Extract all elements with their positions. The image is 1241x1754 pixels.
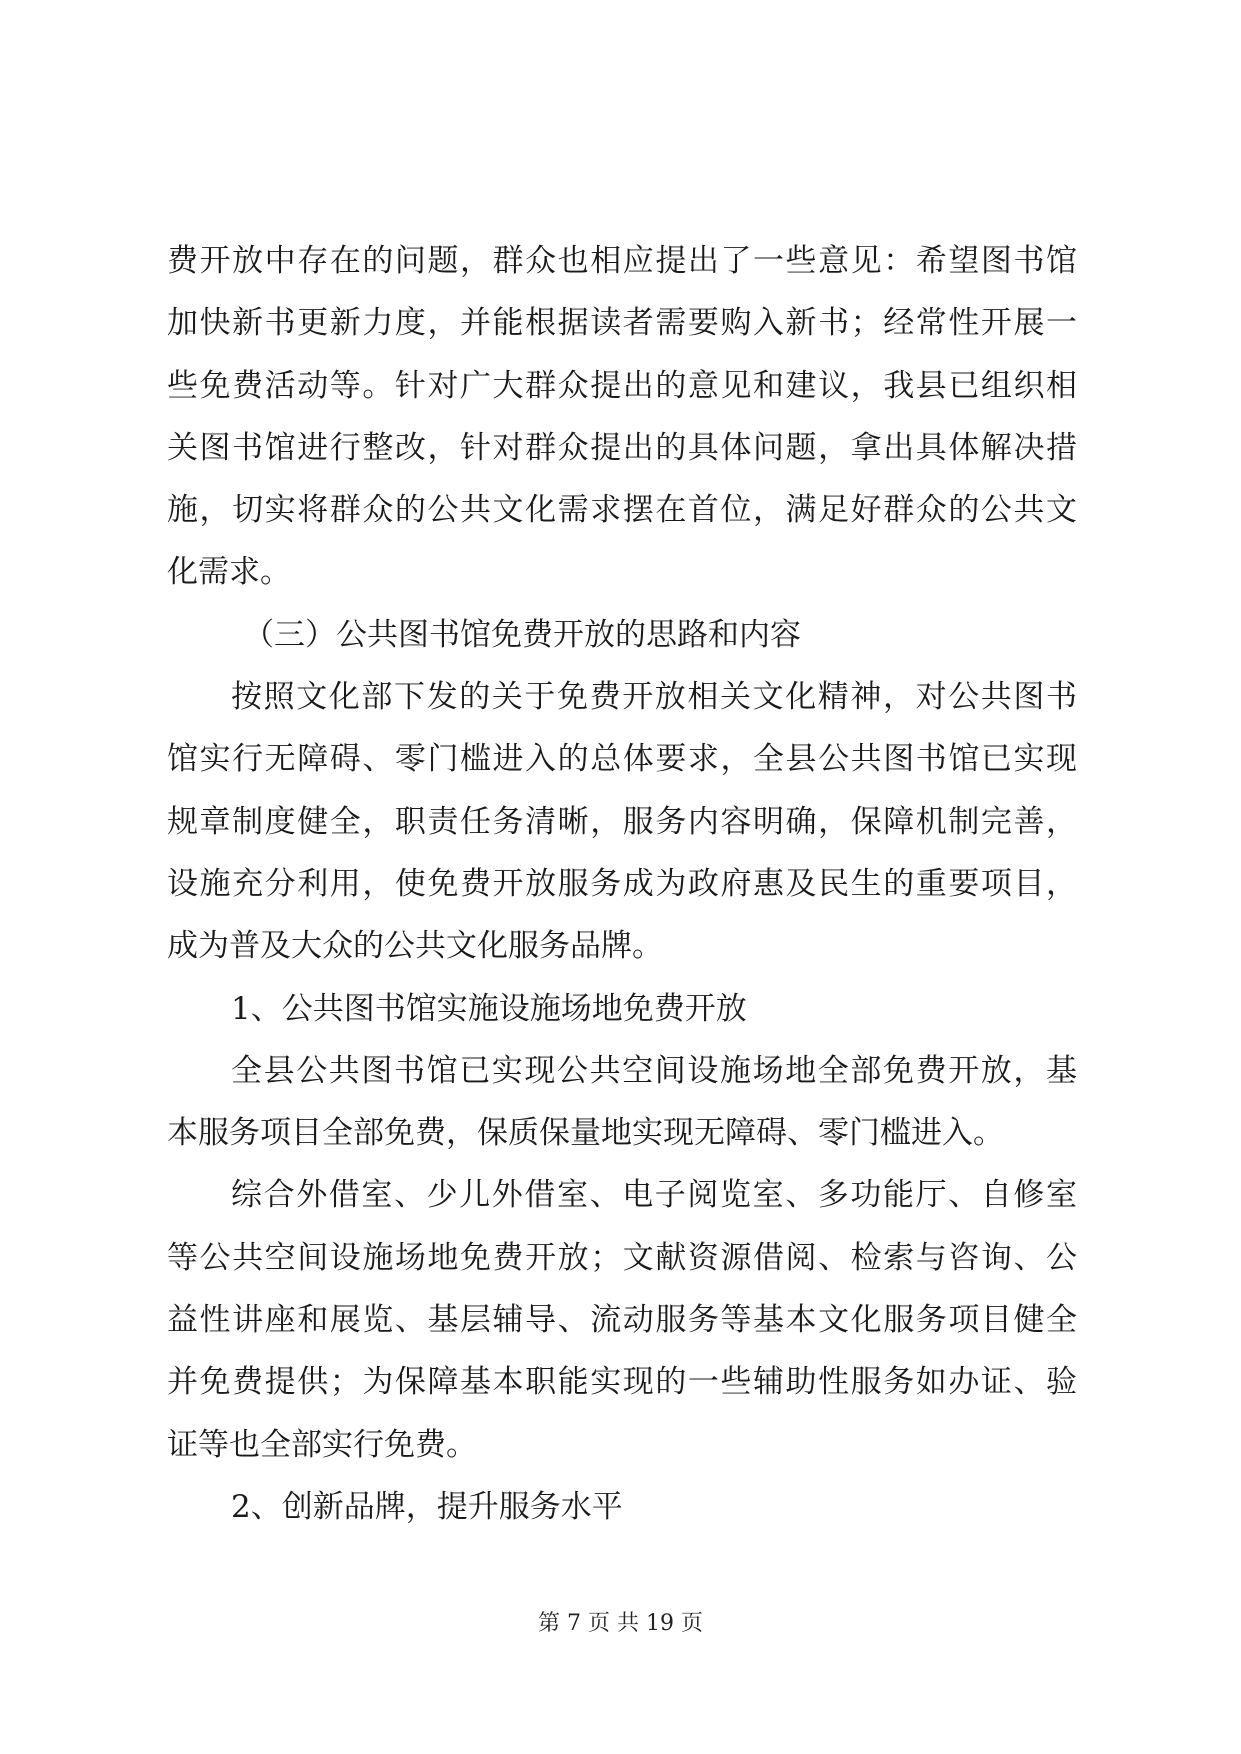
page-number-footer: 第 7 页 共 19 页 xyxy=(538,1611,703,1636)
text-line: 些免费活动等。针对广大群众提出的意见和建议，我县已组织相 xyxy=(167,367,1077,404)
text-line: 馆实行无障碍、零门槛进入的总体要求，全县公共图书馆已实现 xyxy=(167,741,1077,778)
text-line: 综合外借室、少儿外借室、电子阅览室、多功能厅、自修室 xyxy=(231,1177,1077,1214)
text-line: 施，切实将群众的公共文化需求摆在首位，满足好群众的公共文 xyxy=(167,492,1077,529)
text-line: 益性讲座和展览、基层辅导、流动服务等基本文化服务项目健全 xyxy=(167,1302,1077,1339)
text-line: 关图书馆进行整改，针对群众提出的具体问题，拿出具体解决措 xyxy=(167,429,1077,466)
text-line: 化需求。 xyxy=(167,554,291,591)
section-heading: （三）公共图书馆免费开放的思路和内容 xyxy=(243,616,801,653)
text-line: 证等也全部实行免费。 xyxy=(167,1426,477,1463)
subsection-heading: 2、创新品牌，提升服务水平 xyxy=(231,1488,623,1525)
text-line: 加快新书更新力度，并能根据读者需要购入新书；经常性开展一 xyxy=(167,305,1077,342)
document-body xyxy=(167,230,1077,1538)
text-line: 成为普及大众的公共文化服务品牌。 xyxy=(167,928,663,965)
text-line: 本服务项目全部免费，保质保量地实现无障碍、零门槛进入。 xyxy=(167,1115,1004,1152)
text-line: 按照文化部下发的关于免费开放相关文化精神，对公共图书 xyxy=(231,679,1077,716)
text-line: 并免费提供；为保障基本职能实现的一些辅助性服务如办证、验 xyxy=(167,1364,1077,1401)
subsection-heading: 1、公共图书馆实施设施场地免费开放 xyxy=(231,990,747,1027)
text-line: 等公共空间设施场地免费开放；文献资源借阅、检索与咨询、公 xyxy=(167,1239,1077,1276)
text-line: 全县公共图书馆已实现公共空间设施场地全部免费开放，基 xyxy=(231,1052,1077,1089)
text-line: 设施充分利用，使免费开放服务成为政府惠及民生的重要项目， xyxy=(167,865,1077,902)
text-line: 规章制度健全，职责任务清晰，服务内容明确，保障机制完善， xyxy=(167,803,1077,840)
text-line: 费开放中存在的问题，群众也相应提出了一些意见：希望图书馆 xyxy=(167,243,1077,279)
